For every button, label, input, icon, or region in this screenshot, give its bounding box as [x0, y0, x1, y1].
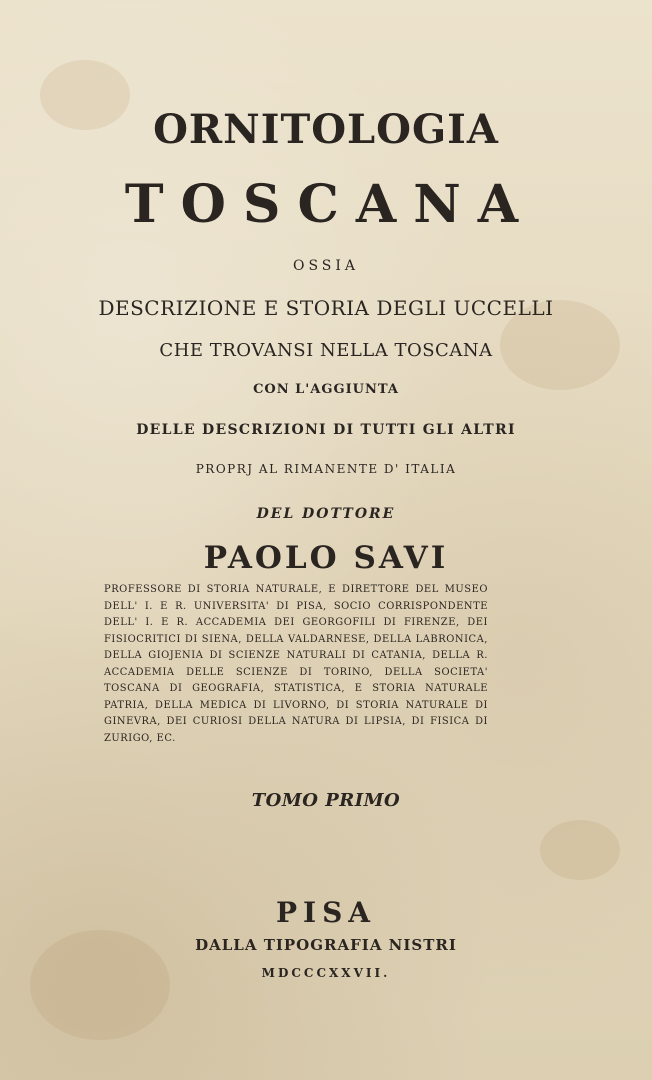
subtitle-line-4: DELLE DESCRIZIONI DI TUTTI GLI ALTRI	[136, 422, 516, 438]
subtitle-line-2: CHE TROVANSI NELLA TOSCANA	[159, 340, 493, 361]
author-credentials: PROFESSORE DI STORIA NATURALE, E DIRETTORE DEL MUSEO DELL' I. E R. UNIVERSITA' DI PISA, SOCIO CORRISPONDENTE DELL' I. E R. ACCADEMIA DEI GEORGOFILI DI FIRENZE, DEI FISIOCRITICI DI SIENA, DELLA VALDARNESE, DELLA LABRONICA, DELLA GIOJENIA DI SCIENZE NATURALI DI CATANIA, DELLA R. ACCADEMIA DELLE SCIENZE DI TORINO, DELLA SOCIETA' TOSCANA DI GEOGRAFIA, STATISTICA, E STORIA NATURALE PATRIA, DELLA MEDICA DI LIVORNO, DI STORIA NATURALE DI GINEVRA, DEI CURIOSI DELLA NATURA DI LIPSIA, DI FISICA DI ZURIGO, EC.	[104, 584, 488, 744]
imprint-printer: DALLA TIPOGRAFIA NISTRI	[195, 936, 457, 954]
ossia-text: OSSIA	[292, 258, 360, 274]
subtitle-line-3: CON L'AGGIUNTA	[253, 382, 399, 397]
title-line-1: ORNITOLOGIA	[153, 106, 499, 153]
title-line-2: TOSCANA	[124, 174, 536, 235]
imprint-place: PISA	[275, 896, 377, 929]
subtitle-line-5: PROPRJ AL RIMANENTE D' ITALIA	[195, 462, 457, 476]
author-name: PAOLO SAVI	[203, 540, 449, 576]
subtitle-line-1: DESCRIZIONE E STORIA DEGLI UCCELLI	[98, 296, 554, 320]
volume-label: TOMO PRIMO	[251, 790, 401, 811]
author-prefix: DEL DOTTORE	[256, 506, 396, 522]
imprint-year: MDCCCXXVII.	[261, 966, 391, 980]
paper-stain	[540, 820, 620, 880]
